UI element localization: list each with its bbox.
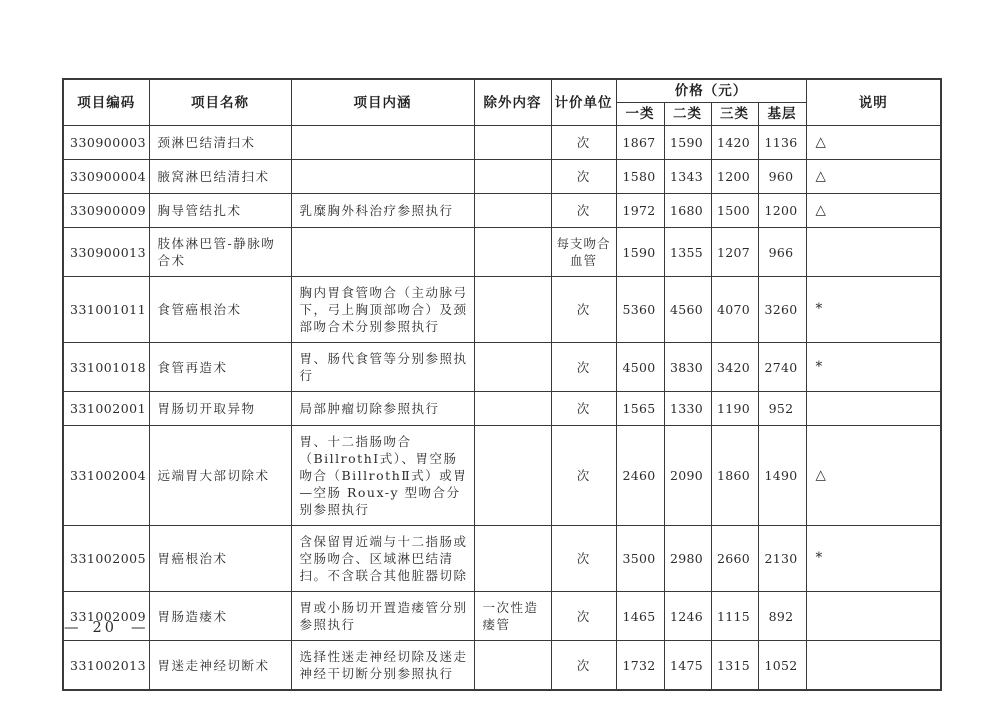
row-price-4: 1136 [758,126,806,160]
row-name: 胃肠造瘘术 [149,592,291,641]
row-content: 胃或小肠切开置造瘘管分别参照执行 [291,592,474,641]
row-code: 330900003 [63,126,149,160]
header-row-1 [63,79,941,103]
row-unit: 次 [551,194,616,228]
header-unit: 计价单位 [551,79,616,126]
row-name: 食管癌根治术 [149,277,291,343]
row-price-2: 1475 [664,641,711,691]
table-row [63,194,941,228]
row-content: 乳糜胸外科治疗参照执行 [291,194,474,228]
row-price-4: 1490 [758,426,806,526]
row-exclusion: 一次性造瘘管 [474,592,551,641]
row-content: 胃、十二指肠吻合（BillrothI式）、胃空肠吻合（BillrothⅡ式）或胃—空肠 Roux-y 型吻合分别参照执行 [291,426,474,526]
row-content: 胸内胃食管吻合（主动脉弓下，弓上胸顶部吻合）及颈部吻合术分别参照执行 [291,277,474,343]
row-price-4: 3260 [758,277,806,343]
row-price-3: 4070 [711,277,758,343]
header-price-class-3: 三类 [711,103,758,126]
row-price-1: 1590 [616,228,664,277]
table-header [63,79,941,126]
medical-procedure-price-table [62,78,942,691]
row-exclusion [474,392,551,426]
row-code: 331001018 [63,343,149,392]
row-unit: 每支吻合血管 [551,228,616,277]
row-price-1: 1580 [616,160,664,194]
header-price-group: 价格（元） [616,79,806,103]
row-note: △ [806,126,941,160]
row-note [806,641,941,691]
row-exclusion [474,228,551,277]
row-price-1: 1465 [616,592,664,641]
row-price-4: 2130 [758,526,806,592]
row-price-1: 3500 [616,526,664,592]
page-number-left-dash: — [64,620,79,636]
row-price-3: 1500 [711,194,758,228]
row-content [291,228,474,277]
row-exclusion [474,641,551,691]
row-code: 330900013 [63,228,149,277]
page-number-right-dash: — [130,620,146,636]
row-price-3: 1315 [711,641,758,691]
row-price-2: 4560 [664,277,711,343]
row-note [806,592,941,641]
row-price-3: 1190 [711,392,758,426]
row-code: 331002001 [63,392,149,426]
row-price-3: 1115 [711,592,758,641]
row-content: 选择性迷走神经切除及迷走神经干切断分别参照执行 [291,641,474,691]
row-price-1: 4500 [616,343,664,392]
row-price-4: 960 [758,160,806,194]
row-note: △ [806,160,941,194]
header-exclusion: 除外内容 [474,79,551,126]
row-note [806,392,941,426]
row-content [291,160,474,194]
header-code: 项目编码 [63,79,149,126]
row-code: 331002004 [63,426,149,526]
row-code: 331002009 [63,592,149,641]
row-price-2: 1246 [664,592,711,641]
row-unit: 次 [551,392,616,426]
row-price-4: 952 [758,392,806,426]
row-content: 胃、肠代食管等分别参照执行 [291,343,474,392]
row-price-4: 2740 [758,343,806,392]
row-note: * [806,277,941,343]
header-price-class-4: 基层 [758,103,806,126]
row-code: 330900004 [63,160,149,194]
page-number-value: 20 [92,620,117,636]
row-unit: 次 [551,592,616,641]
row-price-1: 1972 [616,194,664,228]
row-unit: 次 [551,277,616,343]
row-unit: 次 [551,343,616,392]
row-content: 局部肿瘤切除参照执行 [291,392,474,426]
row-name: 食管再造术 [149,343,291,392]
row-price-1: 1565 [616,392,664,426]
header-name: 项目名称 [149,79,291,126]
row-price-4: 966 [758,228,806,277]
row-note: △ [806,426,941,526]
row-price-3: 1420 [711,126,758,160]
row-price-3: 3420 [711,343,758,392]
page-number [64,620,145,636]
table-row [63,392,941,426]
row-price-3: 2660 [711,526,758,592]
row-name: 颈淋巴结清扫术 [149,126,291,160]
row-price-4: 892 [758,592,806,641]
table-row [63,426,941,526]
row-exclusion [474,126,551,160]
row-code: 331002013 [63,641,149,691]
row-code: 331002005 [63,526,149,592]
row-exclusion [474,426,551,526]
row-price-2: 2090 [664,426,711,526]
row-note [806,228,941,277]
row-exclusion [474,343,551,392]
row-price-4: 1200 [758,194,806,228]
row-code: 330900009 [63,194,149,228]
row-price-2: 2980 [664,526,711,592]
row-price-2: 1355 [664,228,711,277]
table-row [63,641,941,691]
header-note: 说明 [806,79,941,126]
row-name: 胸导管结扎术 [149,194,291,228]
table-body [63,126,941,691]
row-content: 含保留胃近端与十二指肠或空肠吻合、区域淋巴结清扫。不含联合其他脏器切除 [291,526,474,592]
header-price-class-1: 一类 [616,103,664,126]
row-price-2: 1590 [664,126,711,160]
row-name: 胃肠切开取异物 [149,392,291,426]
row-price-1: 1867 [616,126,664,160]
table-row [63,526,941,592]
row-unit: 次 [551,526,616,592]
table-row [63,126,941,160]
row-unit: 次 [551,426,616,526]
row-name: 胃迷走神经切断术 [149,641,291,691]
row-exclusion [474,526,551,592]
row-price-3: 1200 [711,160,758,194]
row-name: 远端胃大部切除术 [149,426,291,526]
row-price-1: 1732 [616,641,664,691]
table-row [63,228,941,277]
row-name: 肢体淋巴管-静脉吻合术 [149,228,291,277]
row-price-3: 1860 [711,426,758,526]
row-exclusion [474,277,551,343]
row-exclusion [474,194,551,228]
row-price-2: 1680 [664,194,711,228]
table-row [63,592,941,641]
row-code: 331001011 [63,277,149,343]
row-price-2: 1330 [664,392,711,426]
row-note: * [806,343,941,392]
header-content: 项目内涵 [291,79,474,126]
row-name: 胃癌根治术 [149,526,291,592]
row-unit: 次 [551,160,616,194]
table-row [63,343,941,392]
table-row [63,277,941,343]
row-price-2: 1343 [664,160,711,194]
row-name: 腋窝淋巴结清扫术 [149,160,291,194]
row-price-3: 1207 [711,228,758,277]
row-exclusion [474,160,551,194]
row-note: * [806,526,941,592]
row-note: △ [806,194,941,228]
row-price-1: 2460 [616,426,664,526]
row-price-4: 1052 [758,641,806,691]
row-unit: 次 [551,126,616,160]
table-row [63,160,941,194]
header-price-class-2: 二类 [664,103,711,126]
row-price-1: 5360 [616,277,664,343]
row-price-2: 3830 [664,343,711,392]
row-unit: 次 [551,641,616,691]
row-content [291,126,474,160]
